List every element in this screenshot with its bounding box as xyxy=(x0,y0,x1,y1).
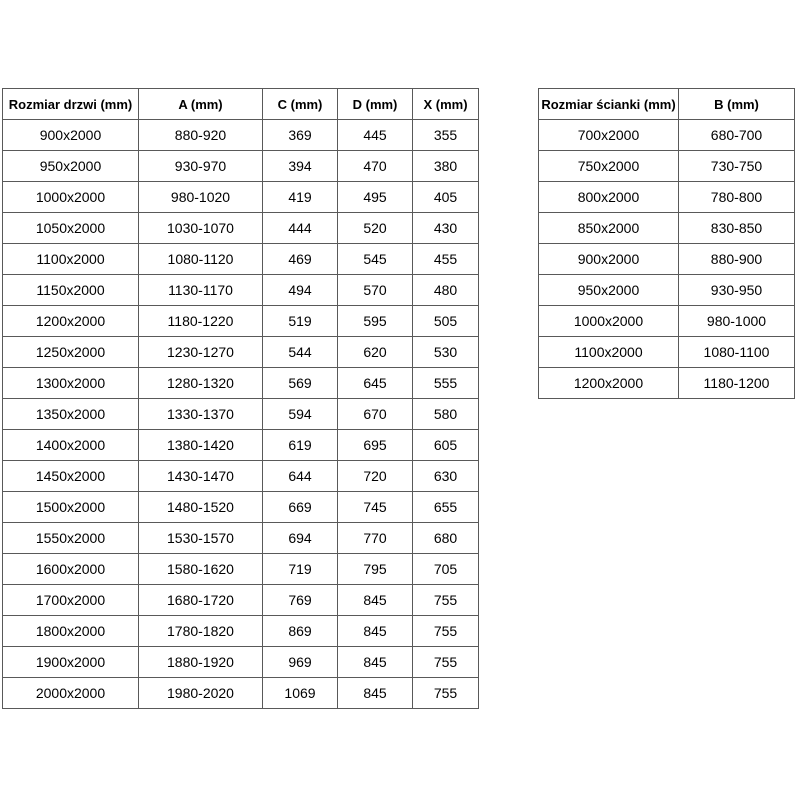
table-cell: 770 xyxy=(338,523,413,554)
table-cell: 645 xyxy=(338,368,413,399)
table-cell: 494 xyxy=(263,275,338,306)
table-cell: 1450x2000 xyxy=(3,461,139,492)
table-row xyxy=(3,151,479,182)
column-header: A (mm) xyxy=(139,89,263,120)
table-cell: 620 xyxy=(338,337,413,368)
table-row xyxy=(3,244,479,275)
table-cell: 470 xyxy=(338,151,413,182)
door-size-table xyxy=(2,88,479,709)
table-cell: 1550x2000 xyxy=(3,523,139,554)
table-row xyxy=(3,213,479,244)
table-cell: 469 xyxy=(263,244,338,275)
table-cell: 800x2000 xyxy=(539,182,679,213)
table-cell: 850x2000 xyxy=(539,213,679,244)
column-header: X (mm) xyxy=(413,89,479,120)
table-cell: 594 xyxy=(263,399,338,430)
table-cell: 1380-1420 xyxy=(139,430,263,461)
table-cell: 419 xyxy=(263,182,338,213)
wall-size-table xyxy=(538,88,795,399)
column-header: C (mm) xyxy=(263,89,338,120)
table-row xyxy=(539,120,795,151)
table-cell: 1130-1170 xyxy=(139,275,263,306)
table-cell: 780-800 xyxy=(679,182,795,213)
table-cell: 1600x2000 xyxy=(3,554,139,585)
table-cell: 569 xyxy=(263,368,338,399)
table-cell: 1880-1920 xyxy=(139,647,263,678)
table-cell: 394 xyxy=(263,151,338,182)
table-cell: 755 xyxy=(413,647,479,678)
table-cell: 1780-1820 xyxy=(139,616,263,647)
table-cell: 1400x2000 xyxy=(3,430,139,461)
table-cell: 1800x2000 xyxy=(3,616,139,647)
table-row xyxy=(3,399,479,430)
table-cell: 755 xyxy=(413,585,479,616)
column-header: Rozmiar ścianki (mm) xyxy=(539,89,679,120)
table-cell: 845 xyxy=(338,647,413,678)
table-cell: 570 xyxy=(338,275,413,306)
table-cell: 795 xyxy=(338,554,413,585)
table-cell: 655 xyxy=(413,492,479,523)
table-cell: 544 xyxy=(263,337,338,368)
table-cell: 1250x2000 xyxy=(3,337,139,368)
table-cell: 980-1000 xyxy=(679,306,795,337)
table-cell: 530 xyxy=(413,337,479,368)
table-row xyxy=(539,368,795,399)
table-cell: 444 xyxy=(263,213,338,244)
table-cell: 580 xyxy=(413,399,479,430)
table-cell: 700x2000 xyxy=(539,120,679,151)
table-cell: 1300x2000 xyxy=(3,368,139,399)
table-cell: 405 xyxy=(413,182,479,213)
wall-table-body xyxy=(539,120,795,399)
table-cell: 845 xyxy=(338,616,413,647)
table-cell: 1530-1570 xyxy=(139,523,263,554)
table-cell: 1080-1120 xyxy=(139,244,263,275)
table-cell: 1100x2000 xyxy=(3,244,139,275)
table-cell: 705 xyxy=(413,554,479,585)
table-cell: 1900x2000 xyxy=(3,647,139,678)
table-cell: 680-700 xyxy=(679,120,795,151)
table-cell: 669 xyxy=(263,492,338,523)
table-row xyxy=(3,337,479,368)
table-cell: 430 xyxy=(413,213,479,244)
table-cell: 755 xyxy=(413,678,479,709)
table-cell: 1030-1070 xyxy=(139,213,263,244)
door-table-body xyxy=(3,120,479,709)
table-row xyxy=(539,151,795,182)
table-cell: 619 xyxy=(263,430,338,461)
table-cell: 880-920 xyxy=(139,120,263,151)
table-cell: 950x2000 xyxy=(3,151,139,182)
table-cell: 1150x2000 xyxy=(3,275,139,306)
table-cell: 1069 xyxy=(263,678,338,709)
table-cell: 355 xyxy=(413,120,479,151)
table-cell: 605 xyxy=(413,430,479,461)
table-cell: 755 xyxy=(413,616,479,647)
table-cell: 719 xyxy=(263,554,338,585)
table-row xyxy=(3,306,479,337)
wall-table-header-row xyxy=(539,89,795,120)
table-cell: 1680-1720 xyxy=(139,585,263,616)
table-row xyxy=(539,275,795,306)
table-row xyxy=(3,647,479,678)
table-cell: 670 xyxy=(338,399,413,430)
table-cell: 1050x2000 xyxy=(3,213,139,244)
table-cell: 1330-1370 xyxy=(139,399,263,430)
table-row xyxy=(3,368,479,399)
table-row xyxy=(539,213,795,244)
column-header: D (mm) xyxy=(338,89,413,120)
table-row xyxy=(3,275,479,306)
table-cell: 1000x2000 xyxy=(539,306,679,337)
table-cell: 980-1020 xyxy=(139,182,263,213)
column-header: Rozmiar drzwi (mm) xyxy=(3,89,139,120)
door-table-header-row xyxy=(3,89,479,120)
table-cell: 745 xyxy=(338,492,413,523)
table-cell: 1100x2000 xyxy=(539,337,679,368)
table-cell: 845 xyxy=(338,678,413,709)
table-row xyxy=(3,554,479,585)
table-cell: 900x2000 xyxy=(539,244,679,275)
table-cell: 1700x2000 xyxy=(3,585,139,616)
table-cell: 1180-1200 xyxy=(679,368,795,399)
table-cell: 900x2000 xyxy=(3,120,139,151)
table-cell: 869 xyxy=(263,616,338,647)
table-cell: 555 xyxy=(413,368,479,399)
table-row xyxy=(3,461,479,492)
table-cell: 519 xyxy=(263,306,338,337)
table-row xyxy=(3,430,479,461)
table-cell: 1980-2020 xyxy=(139,678,263,709)
table-cell: 720 xyxy=(338,461,413,492)
column-header: B (mm) xyxy=(679,89,795,120)
table-cell: 445 xyxy=(338,120,413,151)
table-row xyxy=(3,120,479,151)
table-cell: 455 xyxy=(413,244,479,275)
table-cell: 1350x2000 xyxy=(3,399,139,430)
table-row xyxy=(3,492,479,523)
table-cell: 845 xyxy=(338,585,413,616)
table-cell: 730-750 xyxy=(679,151,795,182)
table-cell: 680 xyxy=(413,523,479,554)
table-cell: 1280-1320 xyxy=(139,368,263,399)
table-cell: 695 xyxy=(338,430,413,461)
table-cell: 1200x2000 xyxy=(539,368,679,399)
table-row xyxy=(539,306,795,337)
table-cell: 520 xyxy=(338,213,413,244)
table-row xyxy=(539,182,795,213)
table-cell: 880-900 xyxy=(679,244,795,275)
table-cell: 930-950 xyxy=(679,275,795,306)
table-row xyxy=(3,523,479,554)
table-cell: 380 xyxy=(413,151,479,182)
table-cell: 545 xyxy=(338,244,413,275)
table-row xyxy=(3,585,479,616)
table-cell: 769 xyxy=(263,585,338,616)
table-cell: 1480-1520 xyxy=(139,492,263,523)
table-cell: 1500x2000 xyxy=(3,492,139,523)
table-cell: 2000x2000 xyxy=(3,678,139,709)
table-cell: 1000x2000 xyxy=(3,182,139,213)
table-cell: 1180-1220 xyxy=(139,306,263,337)
table-cell: 830-850 xyxy=(679,213,795,244)
table-row xyxy=(3,678,479,709)
table-cell: 630 xyxy=(413,461,479,492)
table-cell: 595 xyxy=(338,306,413,337)
table-cell: 950x2000 xyxy=(539,275,679,306)
table-cell: 1430-1470 xyxy=(139,461,263,492)
table-cell: 369 xyxy=(263,120,338,151)
table-row xyxy=(539,337,795,368)
table-cell: 750x2000 xyxy=(539,151,679,182)
table-cell: 505 xyxy=(413,306,479,337)
table-cell: 1200x2000 xyxy=(3,306,139,337)
table-cell: 495 xyxy=(338,182,413,213)
table-cell: 930-970 xyxy=(139,151,263,182)
table-cell: 1080-1100 xyxy=(679,337,795,368)
table-cell: 480 xyxy=(413,275,479,306)
table-row xyxy=(3,616,479,647)
table-row xyxy=(3,182,479,213)
table-row xyxy=(539,244,795,275)
table-cell: 694 xyxy=(263,523,338,554)
table-cell: 1230-1270 xyxy=(139,337,263,368)
table-cell: 969 xyxy=(263,647,338,678)
table-cell: 644 xyxy=(263,461,338,492)
table-cell: 1580-1620 xyxy=(139,554,263,585)
